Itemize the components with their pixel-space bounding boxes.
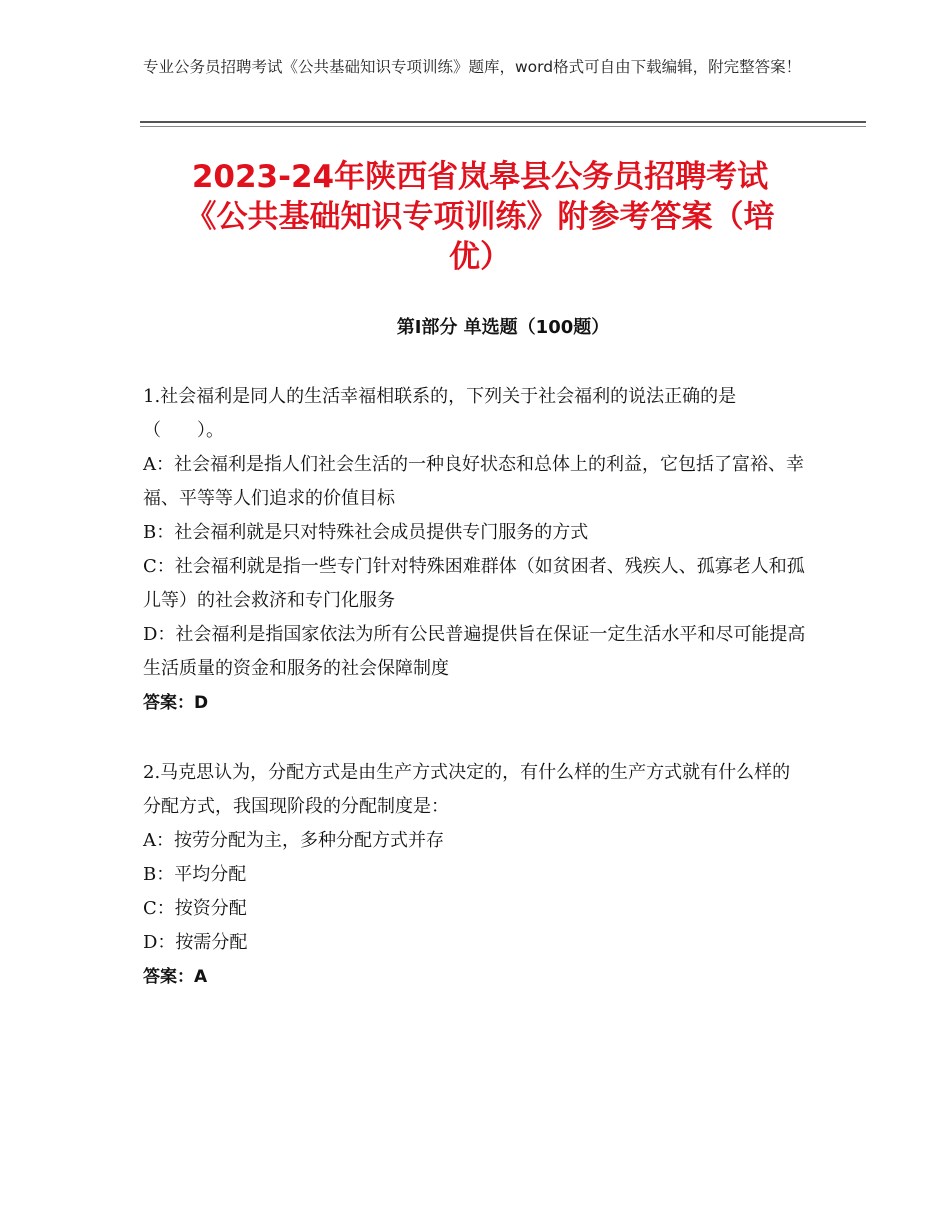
document-title [150,157,810,277]
header-divider-thin [140,126,866,127]
title-line-2: 《公共基础知识专项训练》附参考答案（培 [185,199,775,235]
question-2 [143,756,808,994]
title-line-3: 优） [449,239,511,275]
question-stem: 1.社会福利是同人的生活幸福相联系的，下列关于社会福利的说法正确的是（ ）。 [143,386,737,441]
option-a: A：按劳分配为主，多种分配方式并存 [143,830,444,851]
question-stem: 2.马克思认为，分配方式是由生产方式决定的，有什么样的生产方式就有什么样的分配方式，我国现阶段的分配制度是： [143,762,791,817]
option-b: B：平均分配 [143,864,247,885]
header-note: 专业公务员招聘考试《公共基础知识专项训练》题库，word格式可自由下载编辑，附完整答案！ [143,58,802,76]
option-c: C：按资分配 [143,898,247,919]
option-d: D：社会福利是指国家依法为所有公民普遍提供旨在保证一定生活水平和尽可能提高生活质量的资金和服务的社会保障制度 [143,624,806,679]
option-c: C：社会福利就是指一些专门针对特殊困难群体（如贫困者、残疾人、孤寡老人和孤儿等）的社会救济和专门化服务 [143,556,805,611]
question-1 [143,380,808,720]
option-b: B：社会福利就是只对特殊社会成员提供专门服务的方式 [143,522,589,543]
title-line-1: 2023-24年陕西省岚皋县公务员招聘考试 [191,159,769,195]
option-d: D：按需分配 [143,932,248,953]
answer-label: 答案：A [143,967,208,987]
option-a: A：社会福利是指人们社会生活的一种良好状态和总体上的利益，它包括了富裕、幸福、平等等人们追求的价值目标 [143,454,804,509]
section-title: 第Ⅰ部分 单选题（100题） [396,317,610,338]
answer-label: 答案：D [143,693,209,713]
header-divider-thick [140,121,866,123]
